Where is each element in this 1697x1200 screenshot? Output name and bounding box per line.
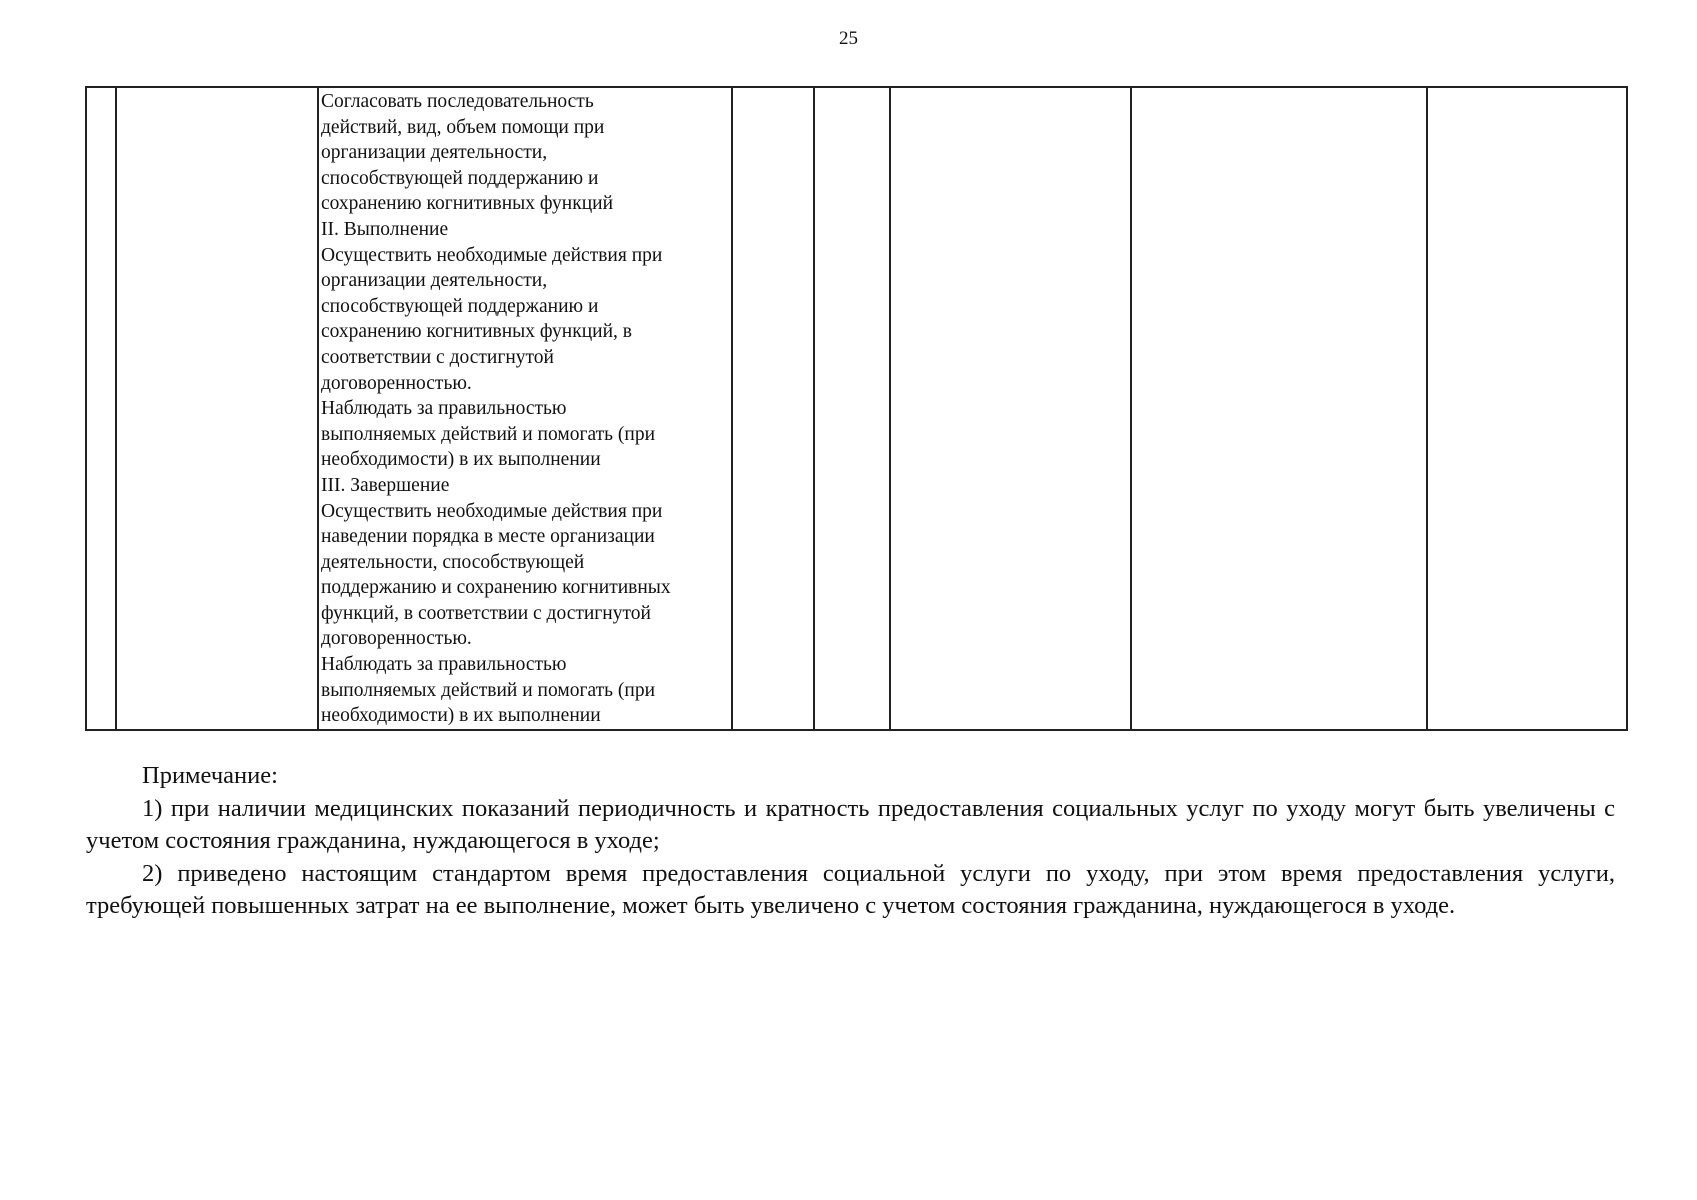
actions-line: наведении порядка в месте организации: [321, 526, 655, 548]
note-item: 2) приведено настоящим стандартом время предоставления социальной услуги по уходу, при этом время предоставления услуги, требующей повышенных затрат на ее выполнение, может быть увеличено с учетом состояния гражданина, нуждающегося в уходе.: [86, 859, 1615, 919]
table-cell-frequency: [732, 87, 814, 730]
actions-line: договоренностью.: [321, 628, 472, 650]
actions-line: поддержанию и сохранению когнитивных: [321, 577, 671, 599]
actions-line: Наблюдать за правильностью: [321, 654, 567, 676]
actions-text: [319, 88, 731, 729]
actions-line: Осуществить необходимые действия при: [321, 244, 663, 266]
actions-line: сохранению когнитивных функций, в: [321, 321, 632, 343]
actions-line: организации деятельности,: [321, 142, 548, 164]
stage-heading-completion: III. Завершение: [321, 474, 450, 496]
table-cell-quality: [1131, 87, 1427, 730]
actions-line: соответствии с достигнутой: [321, 346, 554, 368]
table-cell-conditions: [890, 87, 1131, 730]
actions-line: выполняемых действий и помогать (при: [321, 679, 656, 701]
actions-line: способствующей поддержанию и: [321, 295, 599, 317]
notes-heading: Примечание:: [142, 762, 278, 789]
actions-line: способствующей поддержанию и: [321, 167, 599, 189]
table-cell-actions: [318, 87, 732, 730]
actions-line: организации деятельности,: [321, 270, 548, 292]
actions-line: Наблюдать за правильностью: [321, 398, 567, 420]
standard-table: [85, 86, 1628, 731]
page-number: 25: [839, 28, 858, 49]
table-cell-time: [814, 87, 890, 730]
actions-line: выполняемых действий и помогать (при: [321, 423, 656, 445]
notes-section: [86, 760, 1615, 923]
actions-line: деятельности, способствующей: [321, 551, 585, 573]
actions-line: Согласовать последовательность: [321, 91, 594, 112]
note-item: 1) при наличии медицинских показаний периодичность и кратность предоставления социальных услуг по уходу могут быть увеличены с учетом состояния гражданина, нуждающегося в уходе;: [86, 794, 1615, 854]
actions-line: Осуществить необходимые действия при: [321, 500, 663, 522]
table-cell-number: [86, 87, 116, 730]
actions-line: сохранению когнитивных функций: [321, 193, 614, 215]
table-cell-service: [116, 87, 318, 730]
actions-line: договоренностью.: [321, 372, 472, 394]
actions-line: необходимости) в их выполнении: [321, 705, 601, 727]
table-row: [86, 87, 1627, 730]
actions-line: действий, вид, объем помощи при: [321, 116, 605, 138]
actions-line: функций, в соответствии с достигнутой: [321, 602, 651, 624]
stage-heading-execution: II. Выполнение: [321, 218, 449, 240]
actions-line: необходимости) в их выполнении: [321, 449, 601, 471]
table-cell-evaluation: [1427, 87, 1627, 730]
